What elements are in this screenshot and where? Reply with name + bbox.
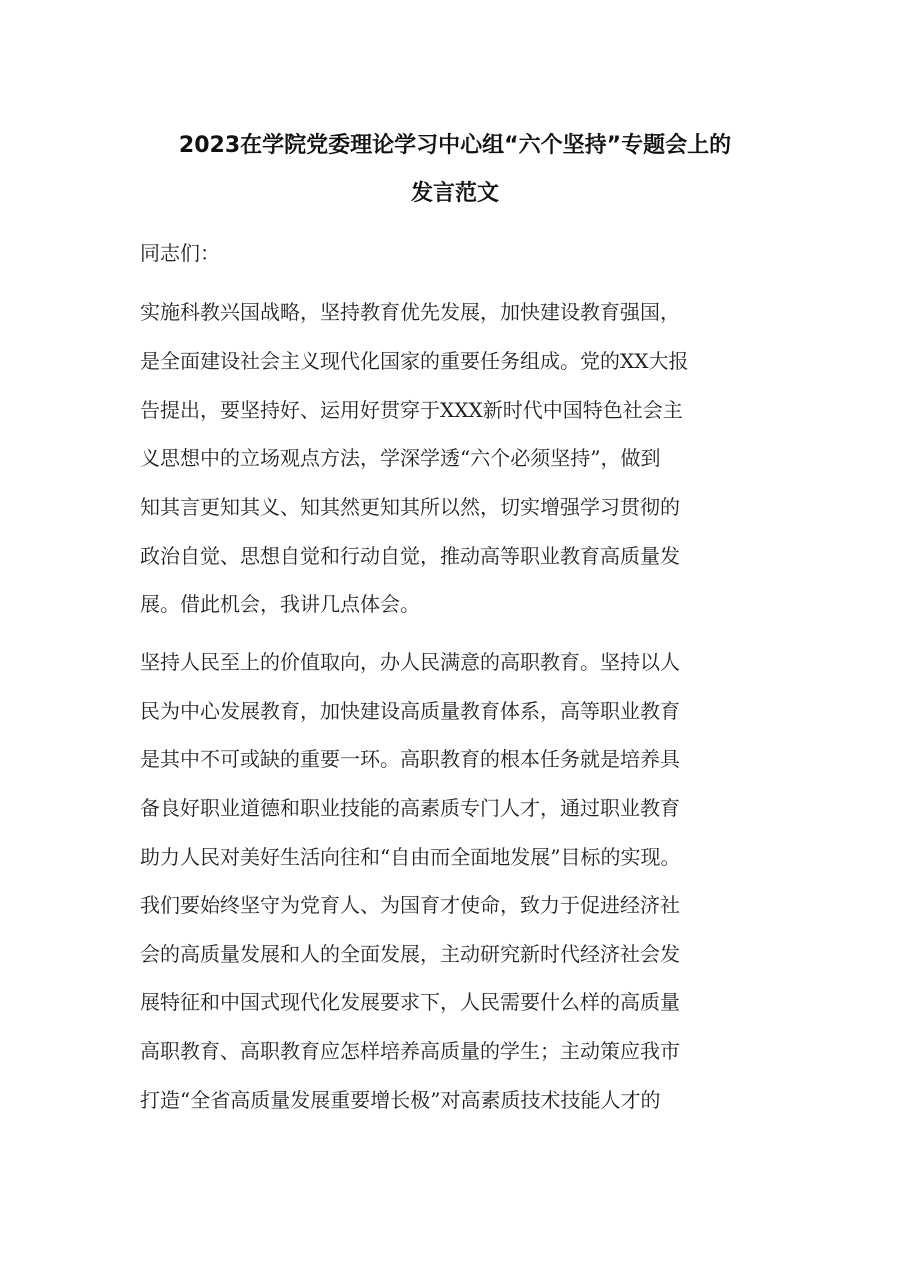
- paragraph-1-line: 义思想中的立场观点方法，学深学透“六个必须坚持”，做到: [140, 446, 661, 470]
- paragraph-2-line: 打造“全省高质量发展重要增长极”对高素质技术技能人才的: [140, 1088, 661, 1112]
- paragraph-2-line: 我们要始终坚守为党育人、为国育才使命，致力于促进经济社: [140, 893, 680, 917]
- paragraph-1-line: 是全面建设社会主义现代化国家的重要任务组成。党的XX大报: [140, 349, 689, 373]
- paragraph-2-line: 备良好职业道德和职业技能的高素质专门人才，通过职业教育: [140, 796, 680, 820]
- paragraph-2-line: 助力人民对美好生活向往和“自由而全面地发展”目标的实现。: [140, 845, 681, 869]
- title-line-1: 2023在学院党委理论学习中心组“六个坚持”专题会上的: [178, 133, 732, 158]
- paragraph-2-line: 是其中不可或缺的重要一环。高职教育的根本任务就是培养具: [140, 747, 680, 771]
- paragraph-2-line: 会的高质量发展和人的全面发展，主动研究新时代经济社会发: [140, 942, 680, 966]
- paragraph-2-line: 高职教育、高职教育应怎样培养高质量的学生；主动策应我市: [140, 1039, 680, 1063]
- title-line-2: 发言范文: [410, 181, 499, 206]
- paragraph-2-line: 坚持人民至上的价值取向，办人民满意的高职教育。坚持以人: [140, 650, 680, 674]
- paragraph-1-line: 展。借此机会，我讲几点体会。: [140, 592, 420, 616]
- document-title: [130, 122, 780, 218]
- paragraph-2-line: 民为中心发展教育，加快建设高质量教育体系，高等职业教育: [140, 699, 680, 723]
- paragraph-1-line: 实施科教兴国战略，坚持教育优先发展，加快建设教育强国，: [140, 300, 680, 324]
- paragraph-2-line: 展特征和中国式现代化发展要求下，人民需要什么样的高质量: [140, 990, 680, 1014]
- paragraph-1-line: 政治自觉、思想自觉和行动自觉，推动高等职业教育高质量发: [140, 544, 680, 568]
- paragraph-1-line: 告提出，要坚持好、运用好贯穿于XXX新时代中国特色社会主: [140, 398, 683, 422]
- greeting: 同志们：: [140, 241, 220, 265]
- paragraph-1-line: 知其言更知其义、知其然更知其所以然，切实增强学习贯彻的: [140, 495, 680, 519]
